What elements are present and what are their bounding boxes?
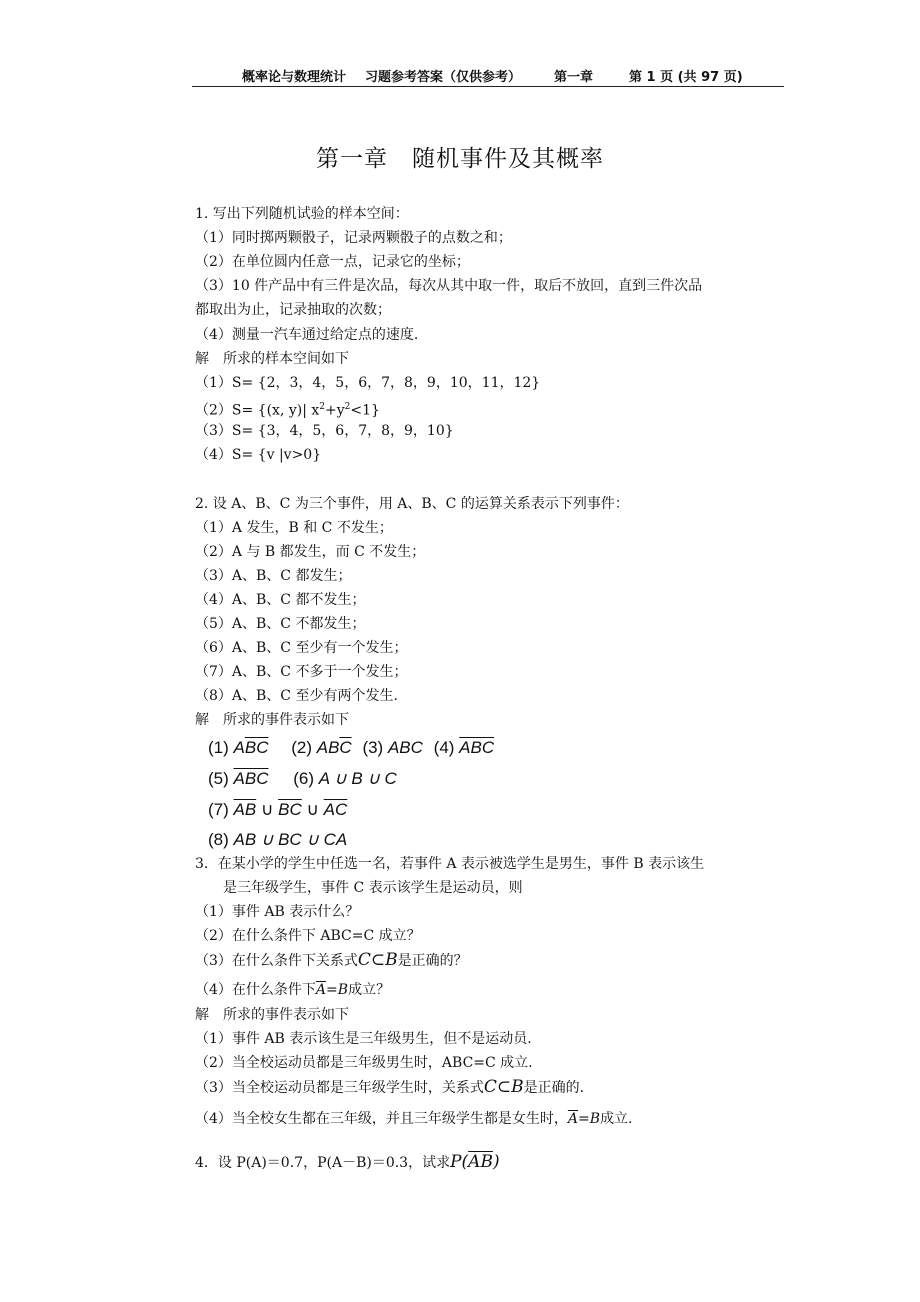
q1-answer [195,398,380,420]
q1-item: （4）测量一汽车通过给定点的速度. [195,327,419,343]
formula: =B [578,1111,601,1127]
answer-label: (2) [291,738,312,757]
q3-answer: （2）当全校运动员都是三年级男生时，ABC=C 成立. [195,1055,533,1071]
answer-label: (1) [208,738,229,757]
superscript: 2 [344,402,351,412]
answer-label: (8) [208,830,229,849]
q3-item: （2）在什么条件下 ABC=C 成立？ [195,928,421,944]
q1-item: （3）10 件产品中有三件是次品，每次从其中取一件，取后不放回，直到三件次品 [195,278,703,294]
q1-answer: （4）S= {v |v>0} [195,447,322,463]
q3-answer-3-prefix: （3）当全校运动员都是三年级学生时，关系式 [195,1080,484,1096]
q2-item: （6）A、B、C 至少有一个发生； [195,640,408,656]
formula-overlined: $\overline{AB}$ [233,800,257,819]
q2-item: （5）A、B、C 不都发生； [195,616,366,632]
q1-answer-2-mid: +y [325,402,345,419]
union-symbol: ∪ [306,800,319,819]
q4-stem [195,1153,500,1172]
q3-answer [195,1078,584,1097]
q2-item: （8）A、B、C 至少有两个发生. [195,688,398,704]
formula: P( [450,1152,469,1172]
formula-overlined: $\overline{ABC}$ [233,769,269,788]
q1-solution-label: 解 所求的样本空间如下 [195,351,349,367]
q3-answer-3-suffix: 是正确的. [523,1080,585,1096]
q3-item-3-suffix: 是正确的？ [397,953,468,969]
superscript: 2 [319,402,326,412]
formula: A ∪ B ∪ C [318,769,397,788]
q1-item: 都取出为止，记录抽取的次数； [195,302,391,318]
formula-ab: AB [316,738,340,757]
q2-solution-label: 解 所求的事件表示如下 [195,712,349,728]
book-title: 概率论与数理统计 [242,70,347,85]
q3-answer [195,1110,633,1128]
formula-overlined: $\overline{AC}$ [323,800,348,819]
formula-a: A [233,738,245,757]
formula: C⊂B [357,950,398,970]
formula-overlined: $\overline{A}$ [567,1111,579,1127]
q3-stem-line-2: 是三年级学生，事件 C 表示该学生是运动员，则 [223,880,523,896]
chapter-title: 第一章 随机事件及其概率 [316,146,604,172]
q2-answer-line-2 [208,769,397,789]
formula: AB ∪ BC ∪ CA [233,830,348,849]
union-symbol: ∪ [260,800,274,819]
q2-item: （4）A、B、C 都不发生； [195,592,366,608]
q2-item: （2）A 与 B 都发生，而 C 不发生； [195,544,426,560]
formula [234,738,269,757]
page-number: 第 1 页 (共 97 页) [629,70,743,85]
formula-overlined: $\overline{BC}$ [278,800,302,819]
q4-text: 4．设 P(A)＝0.7，P(A－B)＝0.3，试求 [195,1155,451,1171]
answer-label: (5) [208,769,229,788]
q1-stem: 1. 写出下列随机试验的样本空间： [195,206,409,222]
q3-item: （1）事件 AB 表示什么？ [195,904,360,920]
q1-answer: （1）S= {2，3，4，5，6，7，8，9，10，11，12} [195,375,541,391]
formula [317,738,352,757]
document-title: 习题参考答案（仅供参考） [365,70,522,85]
q1-item: （1）同时掷两颗骰子，记录两颗骰子的点数之和； [195,230,512,246]
q3-answer: （1）事件 AB 表示该生是三年级男生，但不是运动员. [195,1031,532,1047]
formula-overlined: $\overline{A}$ [315,982,327,998]
chapter-label: 第一章 [554,70,594,85]
q2-item: （3）A、B、C 都发生； [195,568,352,584]
formula-overlined: $\overline{ABC}$ [459,738,495,757]
q2-item: （7）A、B、C 不多于一个发生； [195,664,408,680]
answer-label: (6) [293,769,314,788]
q1-answer-2-suffix: <1} [350,402,380,419]
q3-item-4-suffix: 成立？ [348,982,391,998]
q3-item [195,981,390,999]
q3-stem-line-1: 3．在某小学的学生中任选一名，若事件 A 表示被选学生是男生，事件 B 表示该生 [195,856,705,872]
formula-overlined: $\overline{AB}$ [468,1152,493,1172]
answer-label: (3) [362,738,384,757]
q1-item: （2）在单位圆内任意一点，记录它的坐标； [195,254,470,270]
q3-item [195,951,468,970]
q3-item-4-prefix: （4）在什么条件下 [195,982,316,998]
q2-answer-line-1 [208,738,494,758]
page-header [192,64,784,87]
formula-overlined: $\overline{C}$ [339,738,352,757]
formula: ABC [387,738,423,757]
q3-answer-4-suffix: 成立. [600,1111,633,1127]
answer-label: (7) [208,800,229,819]
q1-answer: （3）S= {3，4，5，6，7，8，9，10} [195,423,454,439]
formula: C⊂B [483,1077,524,1097]
q1-answer-2-prefix: （2）S= {(x, y)| x [195,402,320,419]
answer-label: (4) [433,738,455,757]
formula: ) [492,1152,500,1172]
q3-answer-4-prefix: （4）当全校女生都在三年级，并且三年级学生都是女生时， [195,1111,568,1127]
q2-item: （1）A 发生，B 和 C 不发生； [195,520,393,536]
q2-answer-line-3 [208,800,347,820]
q3-item-3-prefix: （3）在什么条件下关系式 [195,953,358,969]
q2-stem: 2. 设 A、B、C 为三个事件，用 A、B、C 的运算关系表示下列事件： [195,496,629,512]
q3-solution-label: 解 所求的事件表示如下 [195,1007,349,1023]
q2-answer-line-4 [208,830,347,850]
formula-overlined: $\overline{BC}$ [244,738,269,757]
formula: =B [326,982,349,998]
